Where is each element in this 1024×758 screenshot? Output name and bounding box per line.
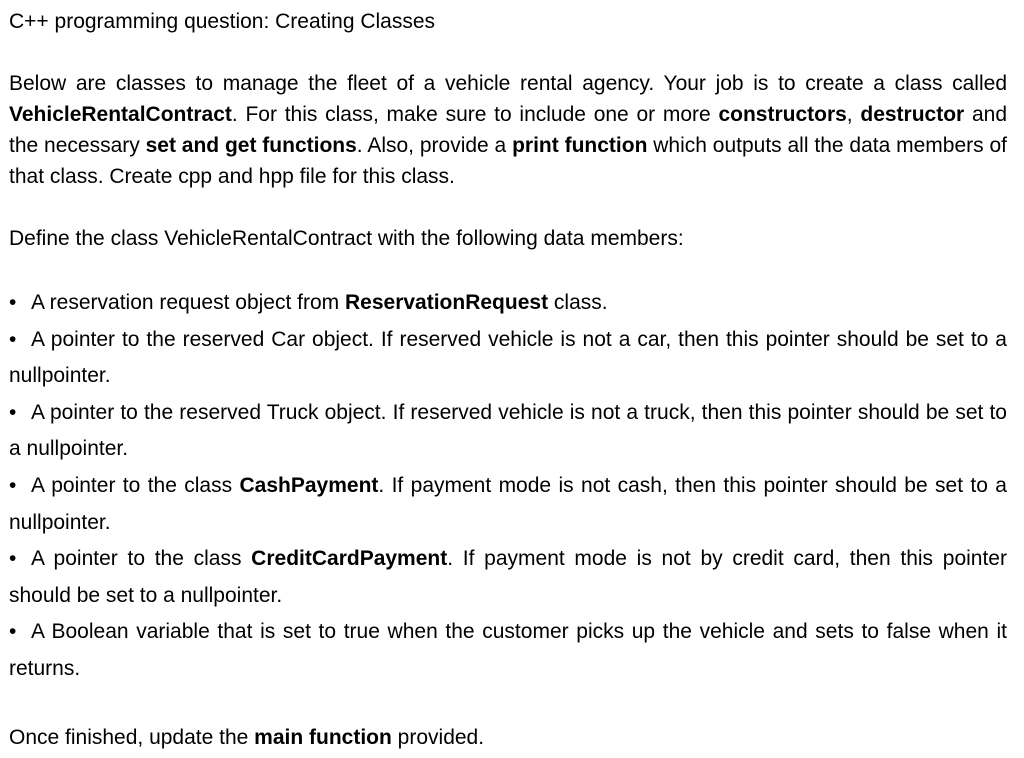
list-item-text: A reservation request object from [31,291,345,314]
list-item [9,614,1007,687]
destructor-bold: destructor [860,103,965,126]
list-item-text: A pointer to the reserved Car object. If reserved vehicle is not a car, then this pointer should be set to a nullpointer. [9,327,1007,388]
list-item [9,395,1007,468]
intro-text: . Also, provide a [356,134,513,157]
intro-text: which outputs all the data members of that class. Create cpp and hpp file for this class. [9,134,1007,188]
list-item-bold: ReservationRequest [345,291,549,314]
set-get-bold: set and get functions [145,134,357,157]
define-paragraph: Define the class VehicleRentalContract with the following data members: [9,227,684,250]
list-item-text: A pointer to the class [31,473,240,497]
list-item-text: A Boolean variable that is set to true when the customer picks up the vehicle and sets to false when it returns. [9,620,1007,680]
closing-paragraph [9,723,1007,753]
class-name-bold: VehicleRentalContract [9,103,232,126]
page-title: C++ programming question: Creating Classes [9,10,436,33]
bullet-icon: • [9,327,17,351]
bullet-icon: • [9,400,17,424]
bullet-icon: • [9,473,17,497]
intro-text: Below are classes to manage the fleet of a vehicle rental agency. Your job is to create a class called [9,72,1007,95]
bullet-icon: • [9,620,17,644]
list-item-text: . If payment mode is not by credit card, then this pointer should be set to a nullpointer. [9,547,1007,607]
bullet-icon: • [9,291,17,314]
list-item-text: . If payment mode is not cash, then this pointer should be set to a nullpointer. [9,473,1007,534]
main-function-bold: main function [254,726,392,749]
closing-text: provided. [391,726,485,749]
data-member-list [9,285,1007,688]
list-item-text: A pointer to the reserved Truck object. If reserved vehicle is not a truck, then this pointer should be set to a nullpointer. [9,400,1007,461]
intro-paragraph [9,68,1007,192]
list-item [9,285,1007,322]
list-item [9,322,1007,395]
print-function-bold: print function [512,134,648,157]
list-item-bold: CashPayment [239,473,379,497]
closing-text: Once finished, update the [9,726,255,749]
list-item-text: class. [548,291,608,314]
list-item-bold: CreditCardPayment [251,547,448,571]
intro-text: , [846,103,861,126]
constructors-bold: constructors [718,103,847,126]
intro-text: and the necessary [9,103,1008,157]
intro-text: . For this class, make sure to include one or more [231,103,719,126]
list-item [9,541,1007,614]
bullet-icon: • [9,547,17,571]
list-item-text: A pointer to the class [31,547,252,571]
list-item [9,468,1007,541]
